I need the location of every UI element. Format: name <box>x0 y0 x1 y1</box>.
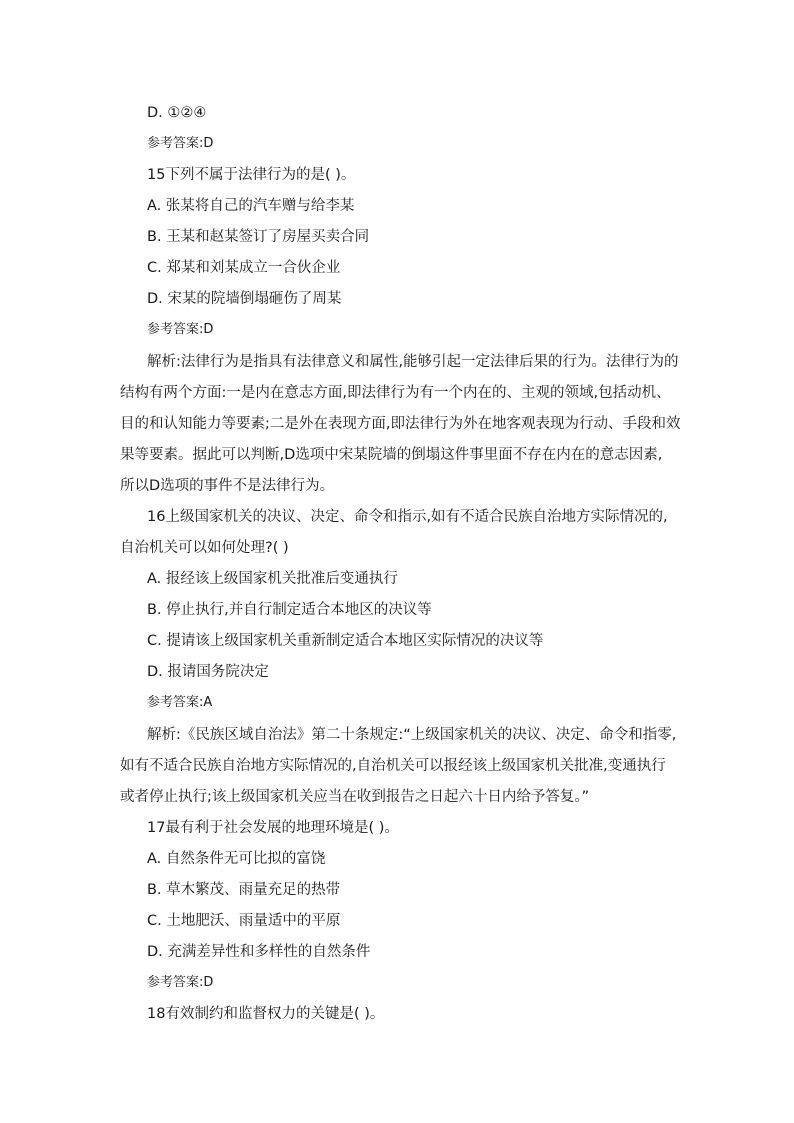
q16-question-line-2: 自治机关可以如何处理?( ) <box>120 540 289 556</box>
q17-option-c: C. 土地肥沃、雨量适中的平原 <box>147 913 341 929</box>
q16-option-c: C. 提请该上级国家机关重新制定适合本地区实际情况的决议等 <box>147 633 544 649</box>
q16-question-line-1: 16上级国家机关的决议、决定、命令和指示,如有不适合民族自治地方实际情况的, <box>147 509 668 525</box>
q15-analysis-line-4: 果等要素。据此可以判断,D选项中宋某院墙的倒塌这件事里面不存在内在的意志因素, <box>120 447 663 463</box>
q17-option-b: B. 草木繁茂、雨量充足的热带 <box>147 882 341 898</box>
q16-option-a: A. 报经该上级国家机关批准后变通执行 <box>147 571 398 587</box>
q15-answer: 参考答案:D <box>147 322 214 337</box>
q18-question: 18有效制约和监督权力的关键是( )。 <box>147 1006 385 1022</box>
q16-analysis-line-3: 或者停止执行;该上级国家机关应当在收到报告之日起六十日内给予答复。” <box>120 789 590 805</box>
q16-answer: 参考答案:A <box>147 695 213 710</box>
q15-question: 15下列不属于法律行为的是( )。 <box>147 167 356 183</box>
q15-analysis-line-5: 所以D选项的事件不是法律行为。 <box>120 478 335 494</box>
q15-analysis-line-2: 结构有两个方面:一是内在意志方面,即法律行为有一个内在的、主观的领域,包括动机、 <box>120 385 671 401</box>
q14-option-d: D. ①②④ <box>147 105 207 121</box>
q15-option-a: A. 张某将自己的汽车赠与给李某 <box>147 198 355 214</box>
q16-analysis-line-2: 如有不适合民族自治地方实际情况的,自治机关可以报经该上级国家机关批准,变通执行 <box>120 758 666 774</box>
q17-option-d: D. 充满差异性和多样性的自然条件 <box>147 944 371 960</box>
q15-analysis-line-3: 目的和认知能力等要素;二是外在表现方面,即法律行为外在地客观表现为行动、手段和效 <box>120 416 681 432</box>
q17-question: 17最有利于社会发展的地理环境是( )。 <box>147 820 399 836</box>
q15-analysis-line-1: 解析:法律行为是指具有法律意义和属性,能够引起一定法律后果的行为。法律行为的 <box>147 354 679 370</box>
q16-analysis-line-1: 解析:《民族区域自治法》第二十条规定:“上级国家机关的决议、决定、命令和指零, <box>147 727 677 743</box>
q15-option-d: D. 宋某的院墙倒塌砸伤了周某 <box>147 291 342 307</box>
q16-option-b: B. 停止执行,并自行制定适合本地区的决议等 <box>147 602 432 618</box>
q14-answer: 参考答案:D <box>147 136 214 151</box>
q15-option-c: C. 郑某和刘某成立一合伙企业 <box>147 260 341 276</box>
q16-option-d: D. 报请国务院决定 <box>147 664 269 680</box>
q17-option-a: A. 自然条件无可比拟的富饶 <box>147 851 326 867</box>
q15-option-b: B. 王某和赵某签订了房屋买卖合同 <box>147 229 370 245</box>
q17-answer: 参考答案:D <box>147 975 214 990</box>
